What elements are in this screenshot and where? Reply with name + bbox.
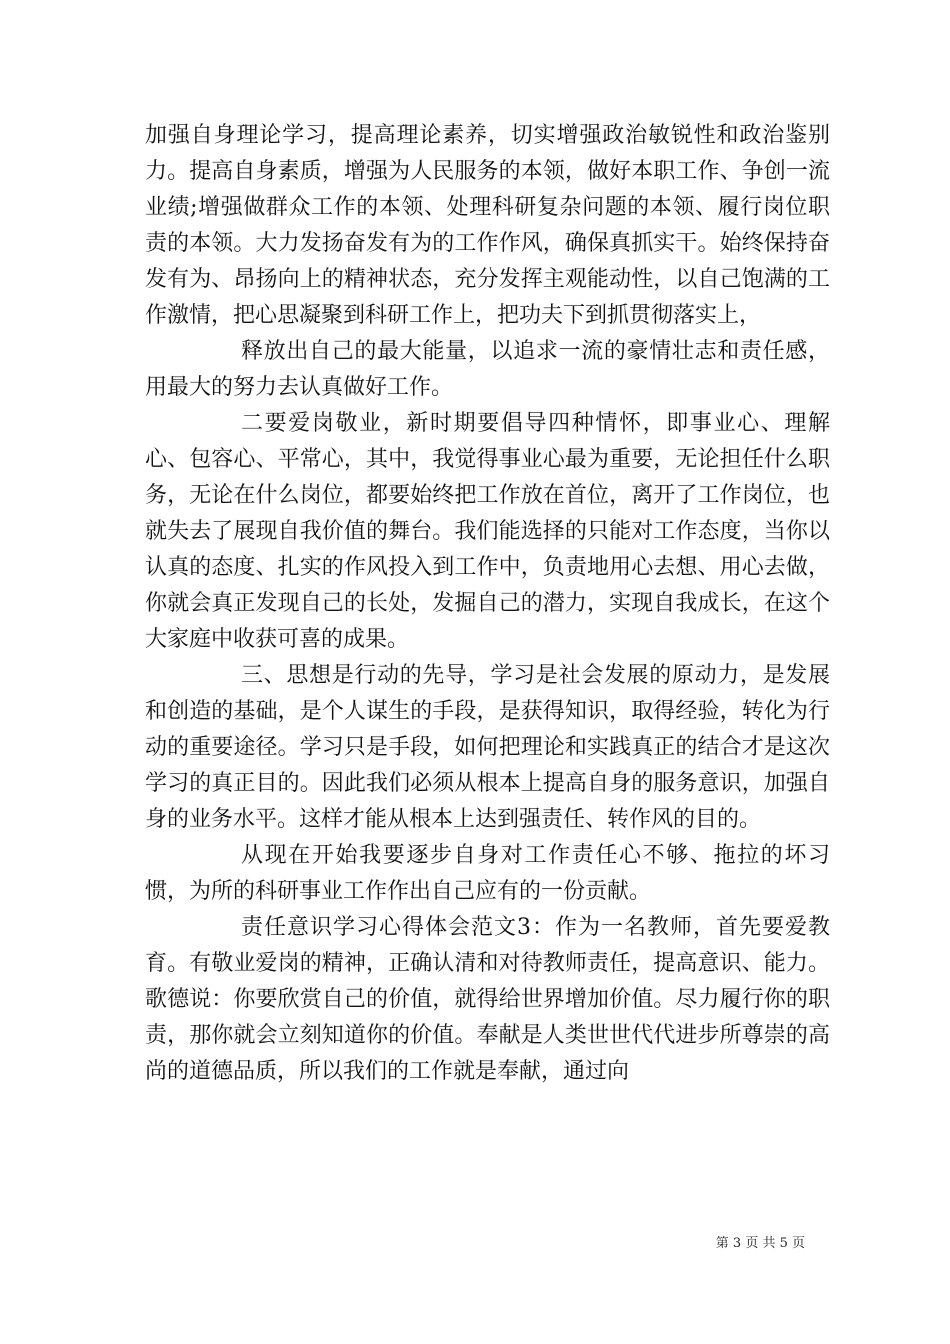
document-body (145, 118, 830, 1090)
paragraph-2: 释放出自己的最大能量，以追求一流的豪情壮志和责任感，用最大的努力去认真做好工作。 (145, 339, 830, 400)
paragraph-1: 加强自身理论学习，提高理论素养，切实增强政治敏锐性和政治鉴别力。提高自身素质，增强为人民服务的本领，做好本职工作、争创一流业绩;增强做群众工作的本领、处理科研复杂问题的本领、履行岗位职责的本领。大力发扬奋发有为的工作作风，确保真抓实干。始终保持奋发有为、昂扬向上的精神状态，充分发挥主观能动性，以自己饱满的工作激情，把心思凝聚到科研工作上，把功夫下到抓贯彻落实上， (145, 123, 830, 328)
paragraph-4: 三、思想是行动的先导，学习是社会发展的原动力，是发展和创造的基础，是个人谋生的手段，是获得知识，取得经验，转化为行动的重要途径。学习只是手段，如何把理论和实践真正的结合才是这次学习的真正目的。因此我们必须从根本上提高自身的服务意识，加强自身的业务水平。这样才能从根本上达到强责任、转作风的目的。 (145, 663, 830, 832)
paragraph-3: 二要爱岗敬业，新时期要倡导四种情怀，即事业心、理解心、包容心、平常心，其中，我觉得事业心最为重要，无论担任什么职务，无论在什么岗位，都要始终把工作放在首位，离开了工作岗位，也就失去了展现自我价值的舞台。我们能选择的只能对工作态度，当你以认真的态度、扎实的作风投入到工作中，负责地用心去想、用心去做，你就会真正发现自己的长处，发掘自己的潜力，实现自我成长，在这个大家庭中收获可喜的成果。 (145, 411, 830, 652)
paragraph-5: 从现在开始我要逐步自身对工作责任心不够、拖拉的坏习惯，为所的科研事业工作作出自己应有的一份贡献。 (145, 843, 830, 904)
page-number-footer: 第 3 页 共 5 页 (715, 1236, 805, 1251)
paragraph-6: 责任意识学习心得体会范文3：作为一名教师，首先要爱教育。有敬业爱岗的精神，正确认清和对待教师责任，提高意识、能力。歌德说：你要欣赏自己的价值，就得给世界增加价值。尽力履行你的职责，那你就会立刻知道你的价值。奉献是人类世世代代进步所尊崇的高尚的道德品质，所以我们的工作就是奉献，通过向 (145, 915, 830, 1084)
